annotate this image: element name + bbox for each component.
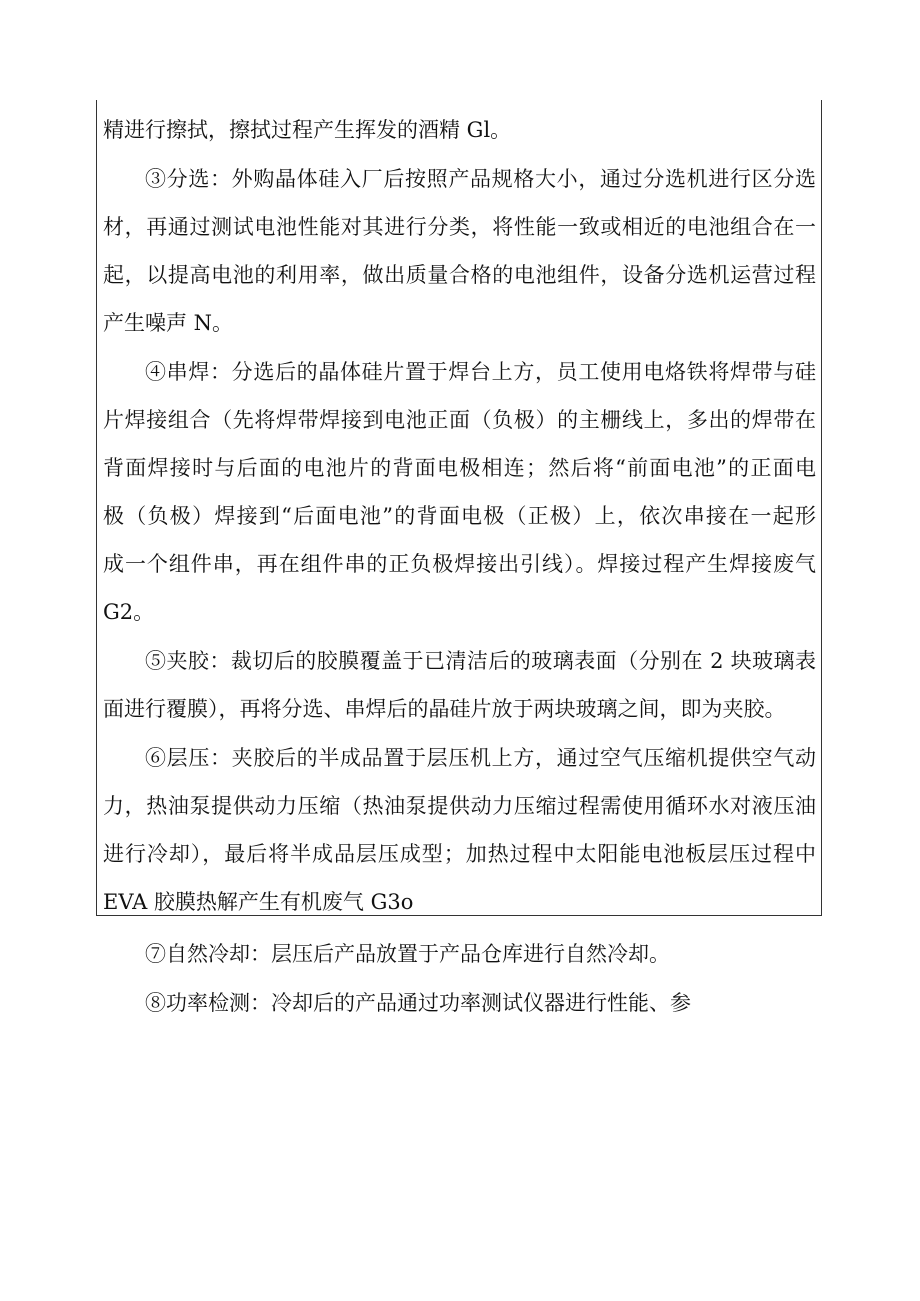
text-line: 极（负极）焊接到“后面电池”的背面电极（正极）上，依次串接在一起形 bbox=[103, 504, 816, 528]
text-line: 片焊接组合（先将焊带焊接到电池正面（负极）的主栅线上，多出的焊带在 bbox=[103, 408, 816, 432]
text-line: 成一个组件串，再在组件串的正负极焊接出引线）。焊接过程产生焊接废气 bbox=[103, 552, 816, 576]
text-line: ⑧功率检测：冷却后的产品通过功率测试仪器进行性能、参 bbox=[145, 991, 691, 1015]
text-line: 材，再通过测试电池性能对其进行分类，将性能一致或相近的电池组合在一 bbox=[103, 215, 816, 239]
text-line: ③分选：外购晶体硅入厂后按照产品规格大小，通过分选机进行区分选 bbox=[145, 167, 816, 191]
text-line: 力，热油泵提供动力压缩（热油泵提供动力压缩过程需使用循环水对液压油 bbox=[103, 794, 816, 818]
text-line: ⑦自然冷却：层压后产品放置于产品仓库进行自然冷却。 bbox=[145, 942, 670, 966]
text-line: ④串焊：分选后的晶体硅片置于焊台上方，员工使用电烙铁将焊带与硅 bbox=[145, 360, 816, 384]
text-line: 精进行擦拭，擦拭过程产生挥发的酒精 Gl。 bbox=[103, 118, 512, 142]
text-line: ⑥层压：夹胶后的半成品置于层压机上方，通过空气压缩机提供空气动 bbox=[145, 746, 816, 770]
text-line: ⑤夹胶：裁切后的胶膜覆盖于已清洁后的玻璃表面（分别在 2 块玻璃表 bbox=[145, 649, 816, 673]
text-line: 产生噪声 N。 bbox=[103, 311, 234, 335]
text-line: 起，以提高电池的利用率，做出质量合格的电池组件，设备分选机运营过程 bbox=[103, 263, 816, 287]
text-line: 进行冷却），最后将半成品层压成型；加热过程中太阳能电池板层压过程中 bbox=[103, 842, 816, 866]
text-line: G2。 bbox=[103, 600, 155, 624]
text-line: 面进行覆膜），再将分选、串焊后的晶硅片放于两块玻璃之间，即为夹胶。 bbox=[103, 697, 786, 721]
text-line: 背面焊接时与后面的电池片的背面电极相连；然后将“前面电池”的正面电 bbox=[103, 456, 816, 480]
text-line: EVA 胶膜热解产生有机废气 G3o bbox=[103, 890, 414, 914]
